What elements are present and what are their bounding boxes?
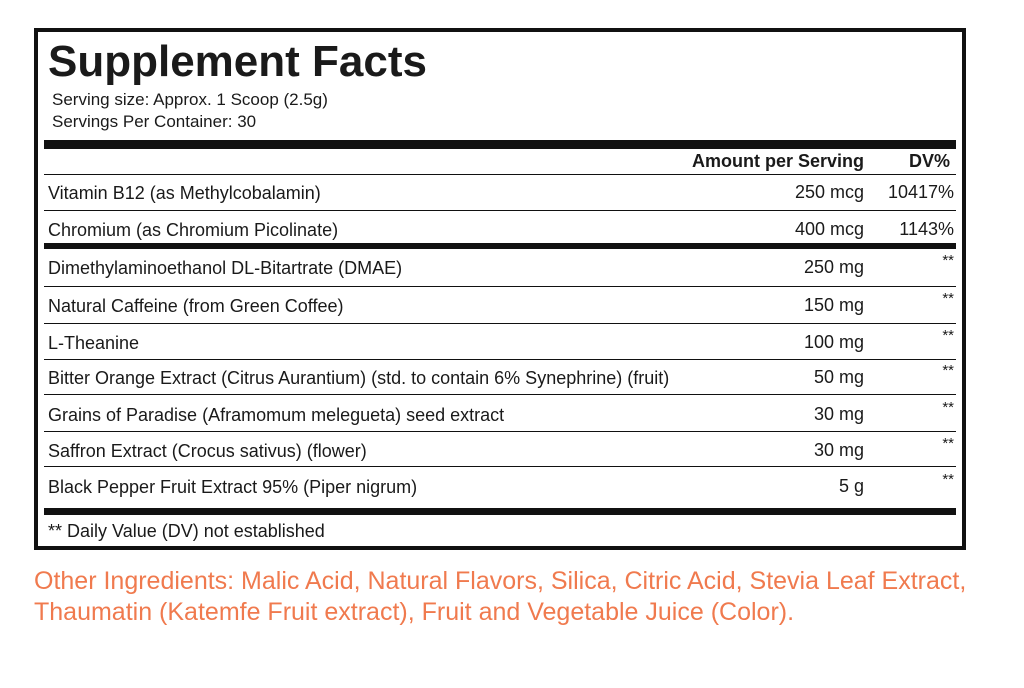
panel-title: Supplement Facts	[48, 37, 427, 86]
ingredient-amount: 30 mg	[813, 404, 864, 424]
ingredient-amount: 5 g	[838, 476, 864, 496]
ingredient-dv: **	[942, 362, 954, 379]
ingredient-dv: **	[942, 399, 954, 416]
table-row	[44, 468, 956, 504]
table-row	[44, 249, 956, 285]
ingredient-amount: 100 mg	[803, 332, 864, 352]
ingredient-amount: 400 mcg	[794, 219, 864, 239]
ingredient-name: L-Theanine	[48, 333, 140, 353]
ingredient-amount: 30 mg	[813, 440, 864, 460]
amount-column-header: Amount per Serving	[691, 151, 864, 171]
ingredient-name: Saffron Extract (Crocus sativus) (flower)	[48, 441, 367, 461]
table-row	[44, 211, 956, 247]
ingredient-name: Grains of Paradise (Aframomum melegueta) seed extract	[48, 405, 505, 425]
serving-size: Serving size: Approx. 1 Scoop (2.5g)	[52, 90, 328, 109]
table-row	[44, 432, 956, 468]
ingredient-name: Dimethylaminoethanol DL-Bitartrate (DMAE)	[48, 258, 403, 278]
ingredient-name: Vitamin B12 (as Methylcobalamin)	[48, 183, 321, 203]
ingredient-name: Natural Caffeine (from Green Coffee)	[48, 296, 344, 316]
table-row	[44, 324, 956, 360]
table-row	[44, 359, 956, 395]
ingredient-dv: **	[942, 435, 954, 452]
table-row	[44, 174, 956, 210]
ingredient-name: Black Pepper Fruit Extract 95% (Piper nigrum)	[48, 477, 418, 497]
ingredient-name: Chromium (as Chromium Picolinate)	[48, 220, 339, 240]
other-ingredients: Other Ingredients: Malic Acid, Natural Flavors, Silica, Citric Acid, Stevia Leaf Extract, Thaumatin (Katemfe Fruit extract), Fruit and Vegetable Juice (Color).	[34, 567, 967, 626]
ingredient-dv: 10417%	[887, 182, 954, 202]
top-divider	[44, 140, 956, 149]
ingredient-dv: **	[942, 327, 954, 344]
ingredient-dv: 1143%	[899, 219, 954, 239]
ingredient-amount: 50 mg	[813, 367, 864, 387]
ingredient-amount: 250 mcg	[794, 182, 864, 202]
row-divider	[44, 394, 956, 395]
ingredient-dv: **	[942, 290, 954, 307]
row-divider	[44, 466, 956, 467]
ingredient-name: Bitter Orange Extract (Citrus Aurantium) (std. to contain 6% Synephrine) (fruit)	[48, 368, 670, 388]
dv-column-header: DV%	[908, 151, 950, 171]
table-row	[44, 396, 956, 432]
supplement-facts-panel	[34, 28, 966, 550]
ingredient-dv: **	[942, 471, 954, 488]
ingredient-amount: 150 mg	[803, 295, 864, 315]
servings-per-container: Servings Per Container: 30	[52, 112, 257, 131]
bottom-divider	[44, 508, 956, 515]
table-row	[44, 287, 956, 323]
ingredient-dv: **	[942, 252, 954, 269]
footnote: ** Daily Value (DV) not established	[48, 521, 325, 541]
ingredient-amount: 250 mg	[803, 257, 864, 277]
